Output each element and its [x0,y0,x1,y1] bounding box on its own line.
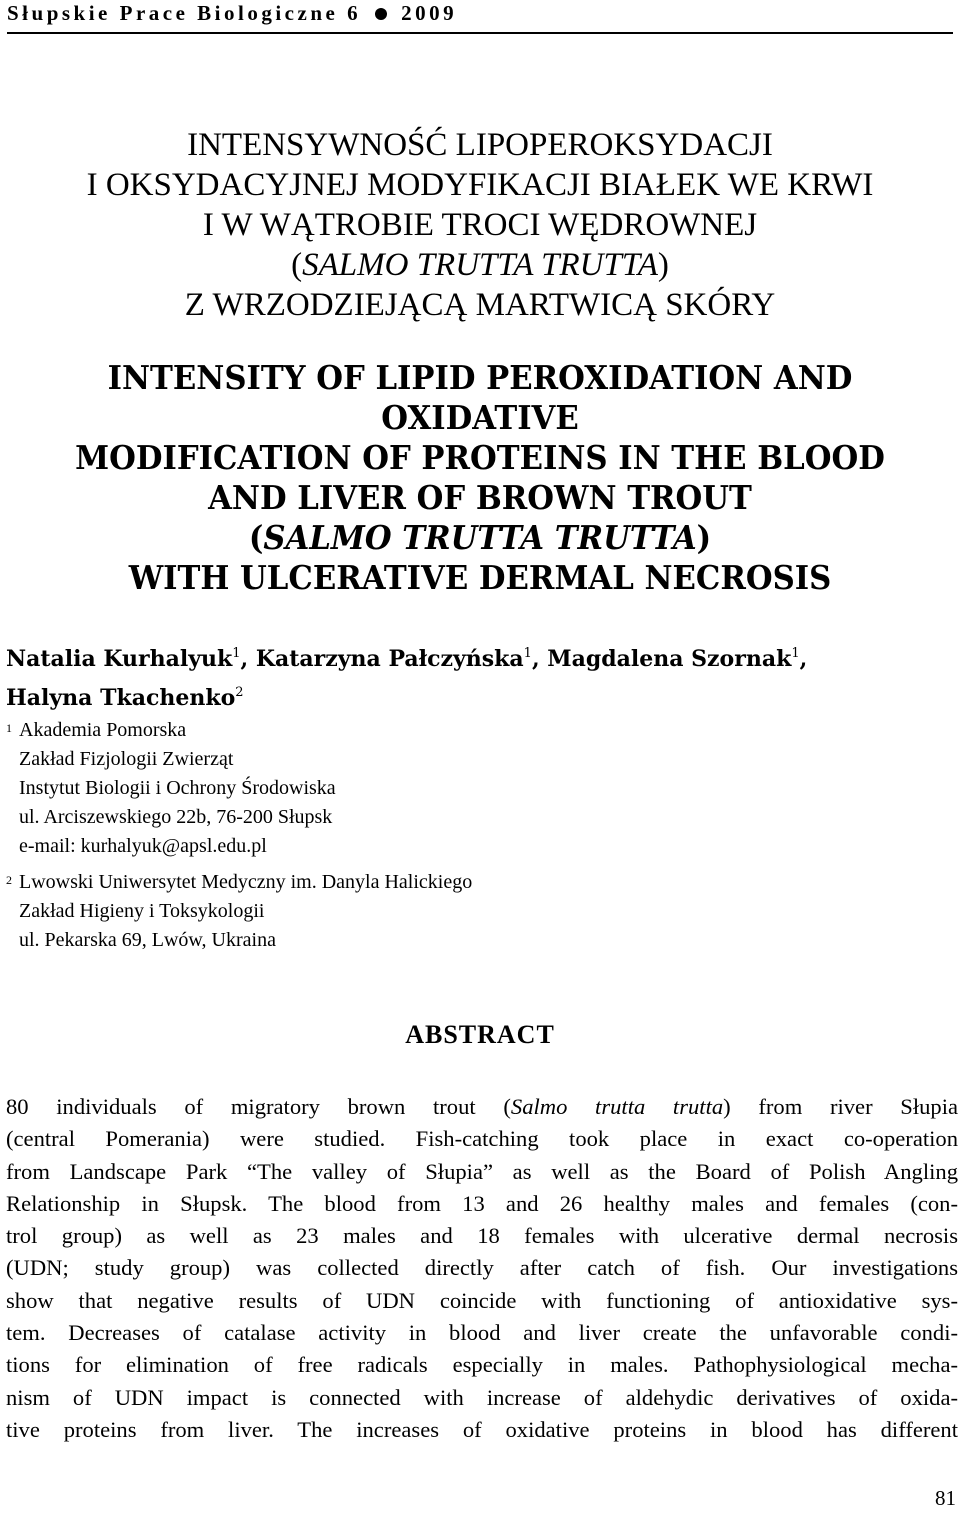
abstract-line: Relationship in Słupsk. The blood from 13 and 26 healthy males and females (con- [6,1190,958,1216]
affiliation-mark: 2 [6,873,12,887]
title-pl-line: I OKSYDACYJNEJ MODYFIKACJI BIAŁEK WE KRWI [86,167,874,203]
title-en-line: MODIFICATION OF PROTEINS IN THE BLOOD [75,438,885,477]
author-affiliation-mark: 2 [235,685,244,700]
title-polish [0,125,960,325]
affiliation-line: Zakład Fizjologii Zwierząt [19,748,234,770]
title-en-line: INTENSITY OF LIPID PEROXIDATION AND OXIDATIVE [107,358,853,437]
abstract-line: trol group) as well as 23 males and 18 females with ulcerative dermal necrosis [6,1223,958,1249]
affiliation-line: Instytut Biologii i Ochrony Środowiska [19,777,336,799]
title-en-line: AND LIVER OF BROWN TROUT [208,478,752,517]
author-list: Natalia Kurhalyuk$^1$, Katarzyna Pałczyńska$^1$, Magdalena Szornak$^1$, Halyna Tkachenko$^2$ [6,646,808,711]
latin-name: SALMO TRUTTA TRUTTA [263,518,697,557]
title-pl-line: INTENSYWNOŚĆ LIPOPEROKSYDACJI [187,127,773,163]
affiliation-line: Zakład Higieny i Toksykologii [19,900,265,922]
abstract-line: (central Pomerania) were studied. Fish-catching took place in exact co-operation [6,1126,958,1152]
page-number: 81 [935,1486,956,1510]
abstract-heading: ABSTRACT [405,1020,555,1049]
abstract-line: tem. Decreases of catalase activity in blood and liver create the unfavorable condi- [6,1320,958,1346]
affiliation-mark: 1 [6,721,12,735]
affiliation-line: Akademia Pomorska [19,719,187,741]
abstract-text [6,1091,958,1446]
latin-name: SALMO TRUTTA TRUTTA [302,247,658,283]
title-en-line: WITH ULCERATIVE DERMAL NECROSIS [128,558,832,597]
abstract-line: (UDN; study group) was collected directly after catch of fish. Our investigations [6,1255,958,1281]
latin-name: Salmo trutta trutta [510,1094,724,1119]
title-pl-line: Z WRZODZIEJĄCĄ MARTWICĄ SKÓRY [184,287,776,323]
journal-name: Słupskie Prace Biologiczne 6 [7,1,362,25]
author-name: Halyna Tkachenko [6,685,236,711]
abstract-line: tions for elimination of free radicals especially in males. Pathophysiological mecha- [6,1352,958,1378]
author-affiliation-mark: 1 [523,646,532,661]
affiliation-1 [6,716,336,861]
affiliation-line: ul. Pekarska 69, Lwów, Ukraina [19,929,276,951]
author-name: Natalia Kurhalyuk [6,646,233,672]
abstract-line: nism of UDN impact is connected with increase of aldehydic derivatives of oxida- [6,1384,958,1410]
abstract-line: show that negative results of UDN coincide with functioning of antioxidative sys- [6,1287,958,1313]
affiliation-line: ul. Arciszewskiego 22b, 76-200 Słupsk [19,806,333,828]
affiliation-2 [6,868,472,955]
author-name: Katarzyna Pałczyńska [255,646,524,672]
title-pl-line: I W WĄTROBIE TROCI WĘDROWNEJ [202,207,758,243]
bullet-dot-icon [375,8,387,20]
abstract-line: 80 individuals of migratory brown trout (Salmo trutta trutta) from river Słupia [6,1094,959,1119]
title-english [34,358,927,598]
journal-year: 2009 [401,1,458,25]
abstract-line: tive proteins from liver. The increases of oxidative proteins in blood has different [6,1416,958,1442]
author-affiliation-mark: 1 [791,646,800,661]
affiliation-email: e-mail: kurhalyuk@apsl.edu.pl [19,835,267,857]
affiliation-line: Lwowski Uniwersytet Medyczny im. Danyla Halickiego [19,871,473,893]
abstract-line: from Landscape Park “The valley of Słupia” as well as the Board of Polish Angling [6,1158,958,1184]
author-affiliation-mark: 1 [232,646,241,661]
author-name: Magdalena Szornak [547,646,792,672]
title-pl-line: (SALMO TRUTTA TRUTTA) [291,247,669,283]
running-header [7,0,953,34]
title-en-line: (SALMO TRUTTA TRUTTA) [248,518,712,557]
